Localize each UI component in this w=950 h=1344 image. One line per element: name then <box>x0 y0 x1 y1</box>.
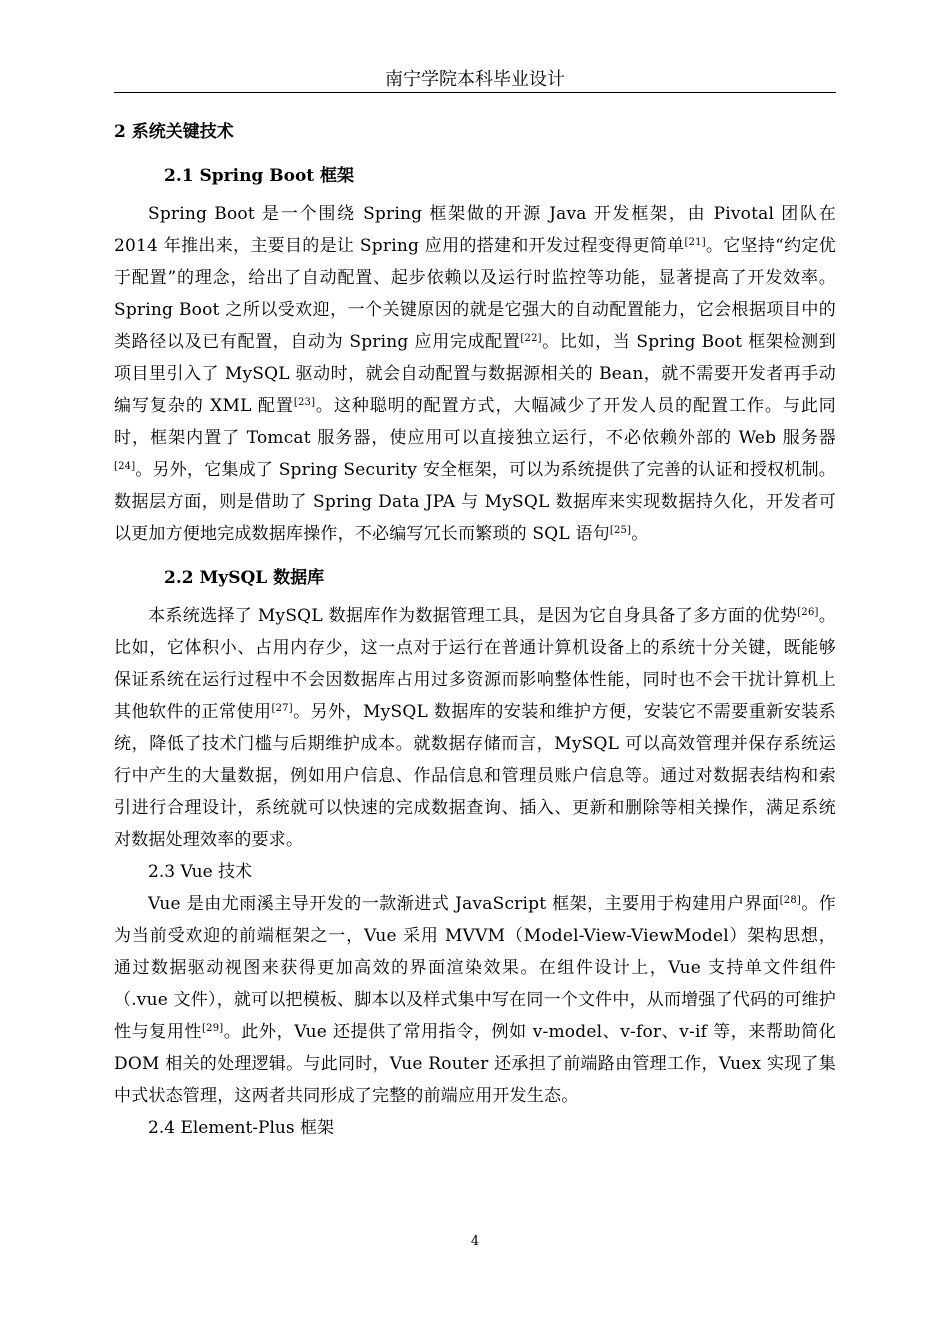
citation-ref: [28] <box>779 895 801 906</box>
text-run: 。这种聪明的配置方式，大幅减少了开发人员的配置工作。与此同时，框架内置了 Tomcat 服务器，使应用可以直接独立运行，不必依赖外部的 Web 服务器 <box>114 396 836 448</box>
subsection-heading-mysql: 2.2 MySQL 数据库 <box>164 568 325 588</box>
citation-ref: [25] <box>609 525 632 536</box>
text-run: 。另外，MySQL 数据库的安装和维护方便，安装它不需要重新安装系统，降低了技术门槛与后期维护成本。就数据存储而言，MySQL 可以高效管理并保存系统运行中产生的大量数据，例如用户信息、作品信息和管理员账户信息等。通过对数据表结构和索引进行合理设计，系统就可以快速的完成数据查询、插入、更新和删除等相关操作，满足系统对数据处理效率的要求。 <box>114 702 836 850</box>
page-header: 南宁学院本科毕业设计 <box>114 70 836 93</box>
subsection-heading-vue: 2.3 Vue 技术 <box>148 862 253 882</box>
page-number: 4 <box>470 1234 480 1249</box>
section-heading: 2 系统关键技术 <box>114 122 234 142</box>
citation-ref: [24] <box>114 461 136 472</box>
subsection-heading-element-plus: 2.4 Element-Plus 框架 <box>148 1118 335 1138</box>
subsection-heading-spring-boot: 2.1 Spring Boot 框架 <box>164 166 355 186</box>
text-run: Spring Boot 是一个围绕 Spring 框架做的开源 Java 开发框架，由 Pivotal 团队在 2014 年推出来，主要目的是让 Spring 应用的搭建和开发过程变得更简单 <box>114 204 836 256</box>
paragraph-spring-boot <box>114 198 836 550</box>
page-body <box>114 116 836 1144</box>
citation-ref: [27] <box>271 703 293 714</box>
paragraph-mysql <box>114 600 836 856</box>
text-run: 本系统选择了 MySQL 数据库作为数据管理工具，是因为它自身具备了多方面的优势 <box>148 606 798 626</box>
text-run: 。它坚持“约定优于配置”的理念，给出了自动配置、起步依赖以及运行时监控等功能，显著提高了开发效率。Spring Boot 之所以受欢迎，一个关键原因的就是它强大的自动配置能力，它会根据项目中的类路径以及已有配置，自动为 Spring 应用完成配置 <box>114 236 836 352</box>
text-run: 。比如，它体积小、占用内存少，这一点对于运行在普通计算机设备上的系统十分关键，既能够保证系统在运行过程中不会因数据库占用过多资源而影响整体性能，同时也不会干扰计算机上其他软件的正常使用 <box>114 606 836 722</box>
paragraph-vue <box>114 888 836 1112</box>
text-run: 。此外，Vue 还提供了常用指令，例如 v-model、v-for、v-if 等，来帮助简化 DOM 相关的处理逻辑。与此同时，Vue Router 还承担了前端路由管理工作，Vuex 实现了集中式状态管理，这两者共同形成了完整的前端应用开发生态。 <box>114 1022 836 1106</box>
citation-ref: [21] <box>684 237 706 248</box>
text-run: Vue 是由尤雨溪主导开发的一款渐进式 JavaScript 框架，主要用于构建用户界面 <box>148 894 780 914</box>
text-run: 。比如，当 Spring Boot 框架检测到项目里引入了 MySQL 驱动时，就会自动配置与数据源相关的 Bean，就不需要开发者再手动编写复杂的 XML 配置 <box>114 332 836 416</box>
citation-ref: [23] <box>293 397 316 408</box>
citation-ref: [26] <box>797 607 819 618</box>
text-run: 。 <box>631 524 649 544</box>
citation-ref: [22] <box>520 333 542 344</box>
citation-ref: [29] <box>202 1023 224 1034</box>
text-run: 。作为当前受欢迎的前端框架之一，Vue 采用 MVVM（Model-View-ViewModel）架构思想，通过数据驱动视图来获得更加高效的界面渲染效果。在组件设计上，Vue 支持单文件组件（.vue 文件），就可以把模板、脚本以及样式集中写在同一个文件中，从而增强了代码的可维护性与复用性 <box>114 894 837 1042</box>
text-run: 。另外，它集成了 Spring Security 安全框架，可以为系统提供了完善的认证和授权机制。数据层方面，则是借助了 Spring Data JPA 与 MySQL 数据库来实现数据持久化，开发者可以更加方便地完成数据库操作，不必编写冗长而繁琐的 SQL 语句 <box>114 460 836 544</box>
